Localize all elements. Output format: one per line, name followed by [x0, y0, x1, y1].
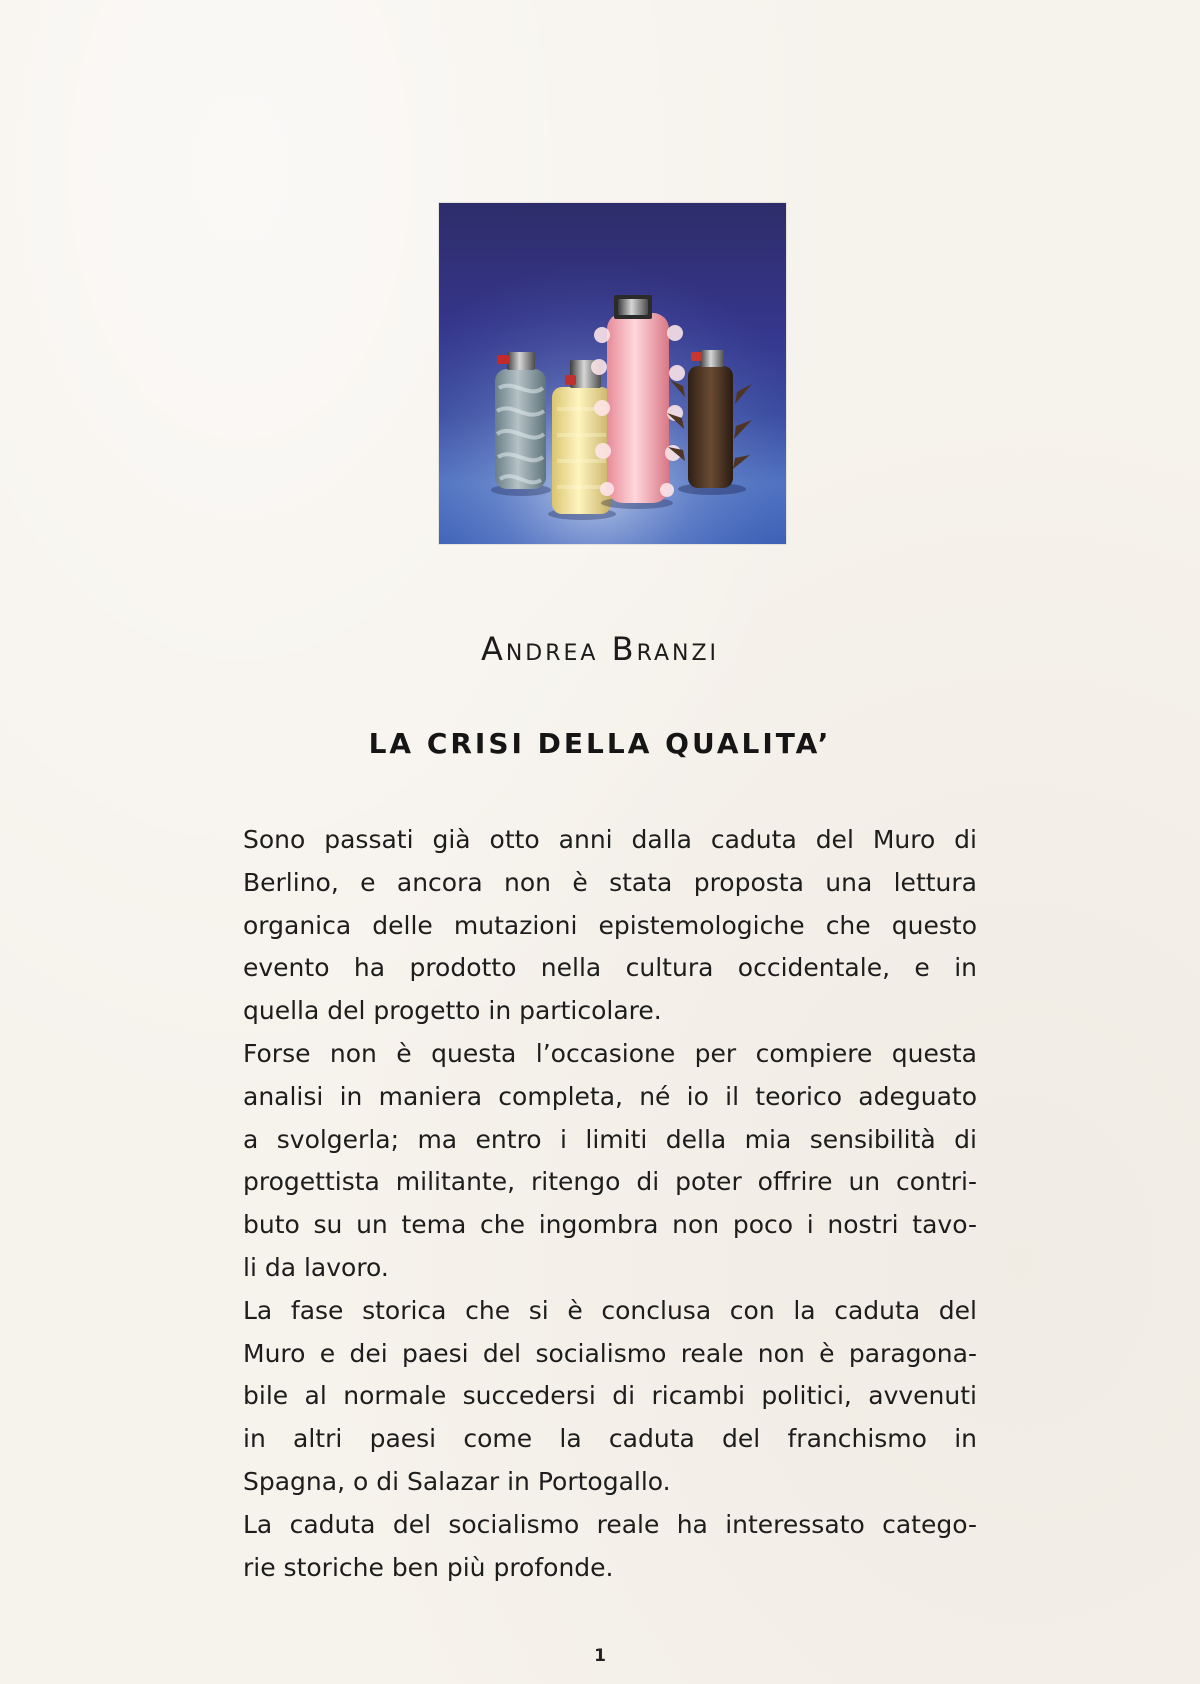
body-line: Spagna, o di Salazar in Portogallo.: [243, 1466, 671, 1496]
body-line: analisi in maniera completa, né io il teorico adeguato: [243, 1081, 977, 1111]
author-name: Andrea Branzi: [480, 630, 720, 668]
body-line: a svolgerla; ma entro i limiti della mia sensibilità di: [243, 1124, 977, 1154]
body-line: in altri paesi come la caduta del franchismo in: [243, 1424, 977, 1454]
grey-lighter: [491, 352, 551, 496]
lighters-illustration: [439, 203, 786, 544]
body-line: Forse non è questa l’occasione per compiere questa: [243, 1038, 977, 1068]
page-number: 1: [594, 1646, 606, 1666]
body-line: Sono passati già otto anni dalla caduta del Muro di: [243, 825, 977, 854]
body-line: quella del progetto in particolare.: [243, 996, 662, 1026]
body-line: organica delle mutazioni epistemologiche che questo: [243, 910, 977, 940]
body-line: Muro e dei paesi del socialismo reale non è paragona-: [243, 1338, 977, 1368]
body-line: li da lavoro.: [243, 1252, 389, 1282]
body-line: La caduta del socialismo reale ha interessato catego-: [243, 1509, 977, 1539]
body-line: La fase storica che si è conclusa con la caduta del: [243, 1295, 977, 1325]
body-line: progettista militante, ritengo di poter offrire un contri-: [243, 1167, 977, 1197]
body-line: bile al normale succedersi di ricambi politici, avvenuti: [243, 1381, 977, 1411]
article-body: [243, 819, 977, 1589]
article-title: LA CRISI DELLA QUALITA’: [368, 727, 832, 760]
body-line: buto su un tema che ingombra non poco i nostri tavo-: [243, 1210, 977, 1240]
lighters-photo: [439, 203, 786, 544]
body-line: Berlino, e ancora non è stata proposta una lettura: [243, 867, 977, 897]
body-line: evento ha prodotto nella cultura occidentale, e in: [243, 953, 977, 983]
body-line: rie storiche ben più profonde.: [243, 1552, 614, 1582]
